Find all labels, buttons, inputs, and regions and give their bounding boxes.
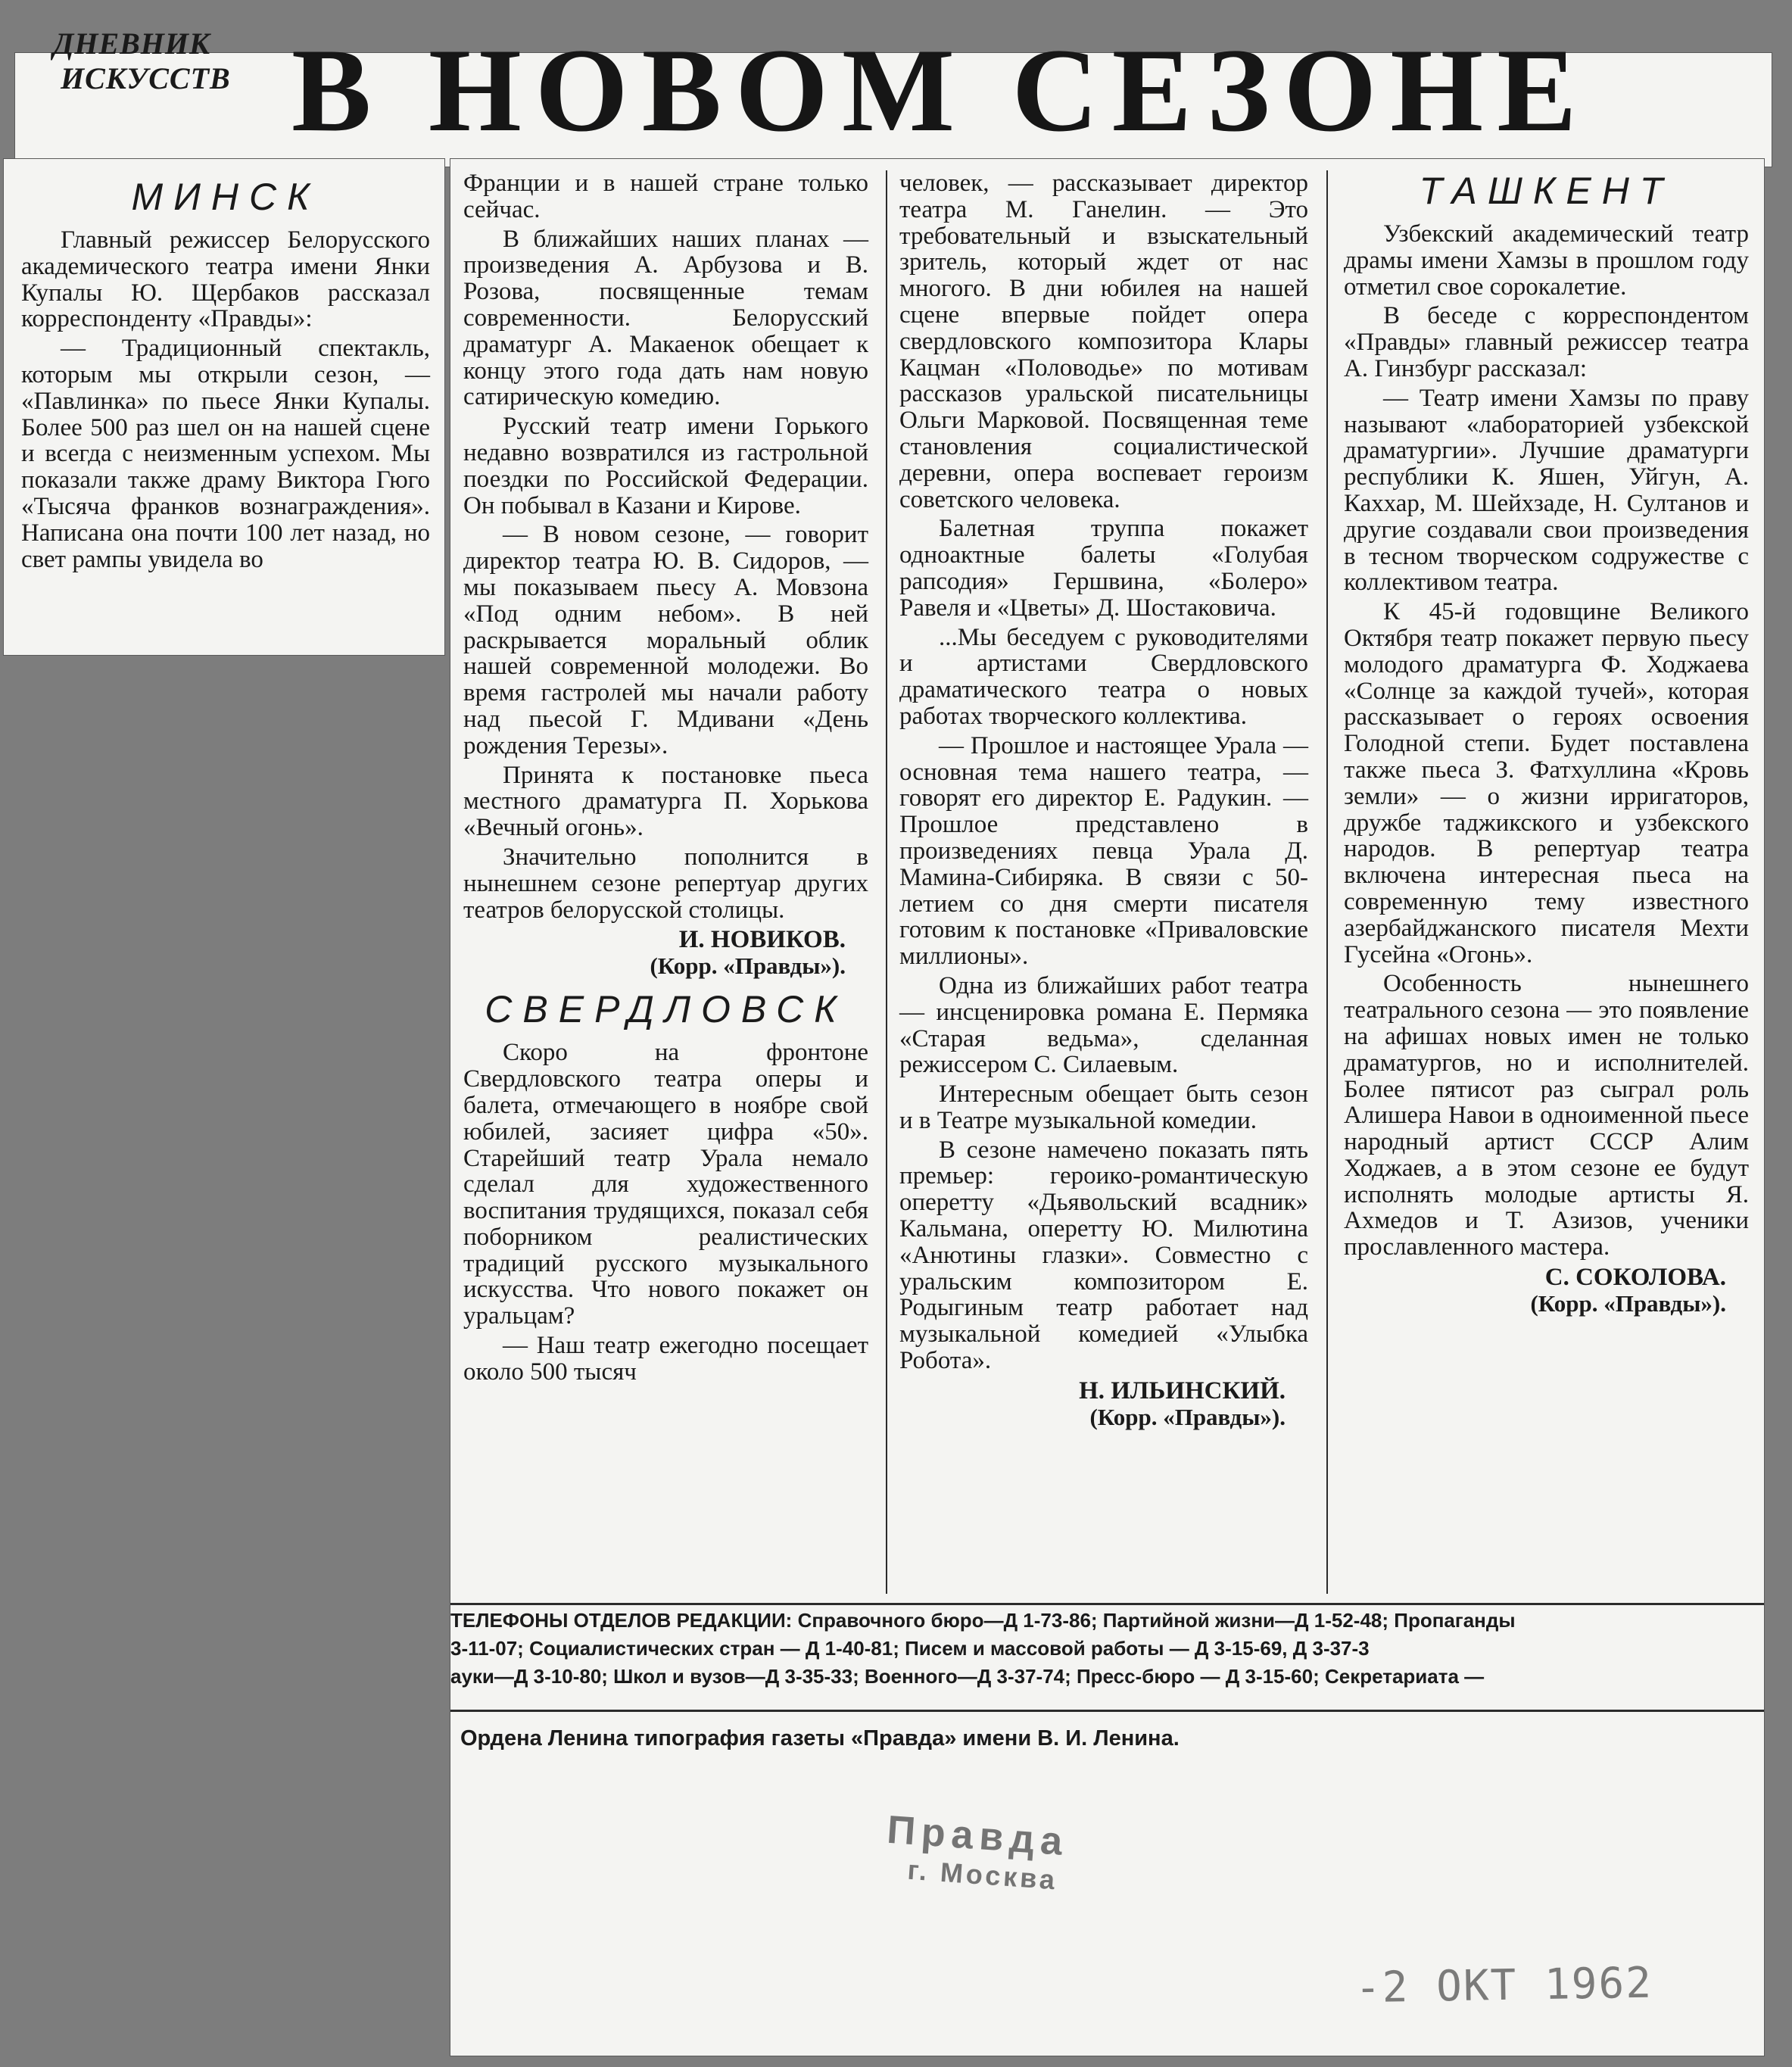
minsk-paragraph-1: Главный режиссер Белорусского академического театра имени Янки Купалы Ю. Щербаков рассказал корреспонденту «Правды»: (21, 226, 430, 333)
stamp-line-2: г. Москва (906, 1853, 1059, 1896)
rubric-line-2: ИСКУССТВ (61, 61, 231, 95)
phones-line-2: 3-11-07; Социалистических стран — Д 1-40-81; Писем и массовой работы — Д 3-15-69, Д 3-37-3 (450, 1637, 1370, 1660)
masthead (30, 8, 1772, 157)
sverdlovsk-paragraph-9: В сезоне намечено показать пять премьер: героико-романтическую оперетту «Дьявольский всадник» Кальмана, оперетту Ю. Милютина «Анютины глазки». Совместно с уральским композитором Е. Родыгиным театр работает над музыкальной комедией «Улыбка Робота». (899, 1136, 1308, 1375)
tashkent-paragraph-1: Узбекский академический театр драмы имени Хамзы в прошлом году отметил свое сорокалетие. (1344, 220, 1749, 301)
minsk-paragraph-7: Принята к постановке пьеса местного драматурга П. Хорькова «Вечный огонь». (463, 761, 868, 842)
column-3 (899, 170, 1308, 1439)
minsk-paragraph-2: — Традиционный спектакль, которым мы открыли сезон, — «Павлинка» по пьесе Янки Купалы. Более 500 раз шел он на нашей сцене и всегда с неизменным успехом. Мы показали также драму Виктора Гюго «Тысяча франков вознаграждения». Написана она почти 100 лет назад, но свет рампы увидела во (21, 335, 430, 573)
city-heading-minsk: МИНСК (131, 176, 320, 218)
sverdlovsk-paragraph-7: Одна из ближайших работ театра — инсценировка романа Е. Пермяка «Старая ведьма», сделанная режиссером С. Силаевым. (899, 971, 1308, 1079)
minsk-author: И. НОВИКОВ. (678, 926, 846, 954)
sverdlovsk-paragraph-5: ...Мы беседуем с руководителями и артистами Свердловского драматического театра о новых работах творческого коллектива. (899, 623, 1308, 730)
column-2 (463, 170, 868, 1389)
footer-rule-top (450, 1603, 1764, 1605)
minsk-paragraph-5: Русский театр имени Горького недавно возвратился из гастрольной поездки по Российской Федерации. Он побывал в Казани и Кирове. (463, 413, 868, 519)
stamp-line-1: Правда (885, 1807, 1071, 1865)
sverdlovsk-paragraph-1: Скоро на фронтоне Свердловского театра оперы и балета, отмечающего в ноябре свой юбилей, засияет цифра «50». Старейший театр Урала немало сделал для художественного воспитания трудящихся, показал себя поборником реалистических традиций русского музыкального искусства. Что нового покажет он уральцам? (463, 1039, 868, 1330)
column-rule-2 (1326, 170, 1328, 1594)
rubric (53, 26, 231, 96)
rubric-line-1: ДНЕВНИК (53, 26, 211, 61)
sverdlovsk-paragraph-2: — Наш театр ежегодно посещает около 500 тысяч (463, 1332, 868, 1386)
city-heading-tashkent: ТАШКЕНТ (1419, 170, 1674, 212)
phones-line-1: ТЕЛЕФОНЫ ОТДЕЛОВ РЕДАКЦИИ: Справочного бюро—Д 1-73-86; Партийной жизни—Д 1-52-48; Пропаганды (450, 1609, 1516, 1632)
city-heading-sverdlovsk: СВЕРДЛОВСК (485, 988, 847, 1031)
sverdlovsk-paragraph-8: Интересным обещает быть сезон и в Театре музыкальной комедии. (899, 1080, 1308, 1134)
printer-imprint: Ордена Ленина типография газеты «Правда» имени В. И. Ленина. (460, 1726, 1180, 1751)
phones-line-3: ауки—Д 3-10-80; Школ и вузов—Д 3-35-33; Военного—Д 3-37-74; Пресс-бюро — Д 3-15-60; Секретариата — (450, 1665, 1485, 1688)
sverdlovsk-paragraph-4: Балетная труппа покажет одноактные балеты «Голубая рапсодия» Гершвина, «Болеро» Равеля и «Цветы» Д. Шостаковича. (899, 515, 1308, 622)
sverdlovsk-corr: (Корр. «Правды»). (1089, 1403, 1286, 1430)
minsk-corr: (Корр. «Правды»). (650, 952, 846, 980)
tashkent-paragraph-4: К 45-й годовщине Великого Октября театр покажет первую пьесу молодого драматурга Ф. Ходжаева «Солнце за каждой тучей», которая рассказывает о героях освоения Голодной степи. Будет поставлена также пьеса З. Фатхуллина «Кровь земли» — о жизни ирригаторов, дружбе таджикского и узбекского народов. В репертуар театра включена интересная пьеса на современную тему известного азербайджанского писателя Мехти Гусейна «Огонь». (1344, 598, 1749, 968)
tashkent-corr: (Корр. «Правды»). (1530, 1290, 1726, 1317)
tashkent-author: С. СОКОЛОВА. (1544, 1264, 1726, 1292)
minsk-paragraph-3: Франции и в нашей стране только сейчас. (463, 170, 868, 223)
library-stamp (884, 1807, 1070, 1897)
column-rule-1 (886, 170, 887, 1594)
sverdlovsk-paragraph-3: человек, — рассказывает директор театра М. Ганелин. — Это требовательный и взыскательный зритель, который ждет от нас многого. В дни юбилея на нашей сцене впервые пойдет опера свердловского композитора Клары Кацман «Половодье» по мотивам рассказов уральской писательницы Ольги Марковой. Посвященная теме становления социалистической деревни, опера воспевает героизм советского человека. (899, 170, 1308, 513)
tashkent-paragraph-5: Особенность нынешнего театрального сезона — это появление на афишах новых имен не только драматургов, но и исполнителей. Более пятисот раз сыграл роль Алишера Навои в одноименной пьесе народный артист СССР Алим Ходжаев, а в этом сезоне ее будут исполнять молодые артисты Я. Ахмедов и Т. Азизов, ученики прославленного мастера. (1344, 970, 1749, 1261)
tashkent-paragraph-2: В беседе с корреспондентом «Правды» главный режиссер театра А. Гинзбург рассказал: (1344, 302, 1749, 382)
tashkent-paragraph-3: — Театр имени Хамзы по праву называют «лабораторией узбекской драматургии». Лучшие драматурги республики К. Яшен, Уйгун, А. Каххар, М. Шейхзаде, Н. Султанов и другие создавали свои произведения в тесном творческом содружестве с коллективом театра. (1344, 384, 1749, 597)
column-4 (1344, 167, 1749, 1326)
date-stamp: -2 ОКТ 1962 (1354, 1958, 1653, 2013)
column-1 (21, 173, 430, 575)
sverdlovsk-paragraph-6: — Прошлое и настоящее Урала — основная тема нашего театра, — говорят его директор Е. Радукин. — Прошлое представлено в произведениях певца Урала Д. Мамина-Сибиряка. В связи с 50-летием со дня смерти писателя готовим к постановке «Приваловские миллионы». (899, 731, 1308, 971)
headline: В НОВОМ СЕЗОНЕ (291, 24, 1591, 157)
editorial-phones (450, 1607, 1764, 1691)
minsk-paragraph-6: — В новом сезоне, — говорит директор театра Ю. В. Сидоров, — мы показываем пьесу А. Мовзона «Под одним небом». В ней раскрывается моральный облик нашей современной молодежи. Во время гастролей мы начали работу над пьесой Г. Мдивани «День рождения Терезы». (463, 521, 868, 759)
minsk-paragraph-4: В ближайших наших планах — произведения А. Арбузова и В. Розова, посвященные темам современности. Белорусский драматург А. Макаенок обещает к концу этого года дать нам новую сатирическую комедию. (463, 225, 868, 411)
sverdlovsk-author: Н. ИЛЬИНСКИЙ. (1079, 1376, 1286, 1404)
minsk-paragraph-8: Значительно пополнится в нынешнем сезоне репертуар других театров белорусской столицы. (463, 843, 868, 924)
footer-rule-bottom (450, 1710, 1764, 1712)
